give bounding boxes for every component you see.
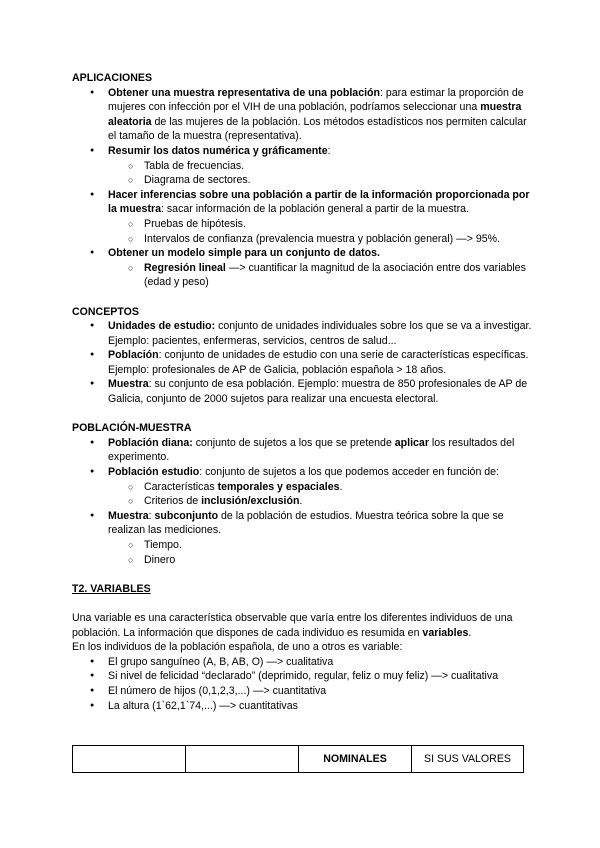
- sublist: [108, 159, 532, 188]
- bold-term: muestra aleatoria: [108, 101, 522, 128]
- sublist: [108, 538, 532, 567]
- bold-term: Obtener un modelo simple para un conjunto de datos.: [108, 247, 380, 260]
- list-item: [108, 348, 532, 377]
- bold-term: Muestra: [108, 378, 149, 391]
- text: de las mujeres de la población. Los métodos estadísticos nos permiten calcular el tamaño de la muestra (representativa).: [108, 115, 527, 143]
- conceptos-list: [72, 319, 532, 407]
- list-item: [108, 465, 532, 509]
- text: Criterios de: [144, 495, 202, 508]
- bold-term: temporales y espaciales: [217, 480, 340, 493]
- table-cell-nominales: NOMINALES: [299, 746, 412, 773]
- text: los resultados del experimento.: [108, 436, 515, 464]
- bold-term: Hacer inferencias sobre una población a partir de la información proporcionada por la muestra: [108, 188, 530, 216]
- list-item: [108, 144, 532, 188]
- list-item: [108, 436, 532, 465]
- bold-term: aplicar: [394, 436, 429, 449]
- bold-term: Población: [108, 349, 159, 362]
- text: : para estimar la proporción de mujeres con infección por el VIH de una población, podríamos seleccionar una: [108, 86, 524, 114]
- text: —> cuantificar la magnitud de la asociación entre dos variables (edad y peso): [144, 261, 526, 289]
- list-item: [108, 188, 532, 246]
- text: :: [327, 144, 331, 157]
- text: : su conjunto de esa población. Ejemplo: muestra de 850 profesionales de AP de Galicia, conjunto de 2000 sujetos para realizar una encuesta electoral.: [108, 378, 528, 406]
- bold-term: Población diana:: [108, 436, 193, 449]
- variables-table: [72, 745, 524, 773]
- bold-term: inclusión/exclusión: [201, 495, 300, 508]
- text: : conjunto de sujetos a los que podemos acceder en función de:: [199, 466, 500, 479]
- text: : sacar información de la población general a partir de la muestra.: [161, 203, 469, 216]
- sublist: [108, 480, 532, 509]
- paragraph-intro-2: En los individuos de la población española, de uno a otros es variable:: [72, 641, 403, 654]
- section-title-conceptos: CONCEPTOS: [72, 305, 139, 318]
- paragraph-intro: [72, 611, 532, 640]
- sublist-item: ○ Tiempo.: [144, 538, 532, 553]
- list-item: [108, 86, 532, 144]
- bold-term: Resumir los datos numérica y gráficamente: [108, 144, 328, 157]
- list-item: [108, 509, 532, 567]
- sublist-item: ○ Diagrama de sectores.: [144, 173, 532, 188]
- sublist-item: ○ Pruebas de hipótesis.: [144, 217, 532, 232]
- heading-t2-variables: T2. VARIABLES: [72, 582, 151, 595]
- list-item: [108, 377, 532, 406]
- list-item: ● La altura (1`62,1`74,...) —> cuantitativas: [108, 699, 532, 714]
- bold-term: Muestra: [108, 509, 149, 522]
- text: Una variable es una característica observable que varía entre los diferentes individuos de una población. La información que dispones de cada individuo es resumida en: [72, 611, 513, 639]
- text: conjunto de unidades individuales sobre los que se va a investigar. Ejemplo: pacientes, enfermeras, servicios, centros de salud...: [108, 320, 532, 347]
- sublist-item: ○ Dinero: [144, 553, 532, 568]
- text: :: [148, 509, 155, 522]
- table-cell: [186, 746, 299, 773]
- bold-term: variables: [422, 626, 469, 639]
- sublist-item: [144, 261, 532, 290]
- text: conjunto de sujetos a los que se pretende: [192, 436, 395, 449]
- sublist-item: ○ Intervalos de confianza (prevalencia muestra y población general) —> 95%.: [144, 232, 532, 247]
- section-title-poblacion: POBLACIÓN-MUESTRA: [72, 422, 192, 435]
- text: : conjunto de unidades de estudio con una serie de características específicas. Ejemplo: profesionales de AP de Galicia, población española > 18 años.: [108, 349, 529, 376]
- sublist-item: [144, 480, 532, 495]
- sublist-item: [144, 494, 532, 509]
- list-item: [108, 319, 532, 348]
- text: .: [339, 480, 343, 493]
- text: Características: [144, 480, 218, 493]
- text: .: [299, 495, 303, 508]
- table-cell-si-sus-valores: SI SUS VALORES: [412, 746, 524, 773]
- text: .: [468, 626, 472, 639]
- list-item: [108, 246, 532, 290]
- bold-term: subconjunto: [154, 509, 219, 522]
- poblacion-list: [72, 436, 532, 567]
- table-cell: [73, 746, 186, 773]
- table-row: [73, 746, 524, 773]
- sublist: [108, 217, 532, 246]
- aplicaciones-list: [72, 86, 532, 290]
- bold-term: Obtener una muestra representativa de una población: [108, 86, 380, 99]
- bold-term: Población estudio: [108, 466, 200, 479]
- list-item: ● Si nivel de felicidad “declarado” (deprimido, regular, feliz o muy feliz) —> cualitativa: [108, 669, 532, 684]
- document-page: [72, 71, 532, 713]
- bold-term: Unidades de estudio:: [108, 320, 216, 333]
- section-title-aplicaciones: APLICACIONES: [72, 72, 153, 84]
- list-item: ● El número de hijos (0,1,2,3,...) —> cuantitativa: [108, 684, 532, 699]
- sublist: [108, 261, 532, 290]
- text: de la población de estudios. Muestra teórica sobre la que se realizan las mediciones.: [108, 509, 504, 537]
- variables-list: [72, 655, 532, 713]
- sublist-item: ○ Tabla de frecuencias.: [144, 159, 532, 174]
- bold-term: Regresión lineal: [144, 261, 226, 274]
- list-item: ● El grupo sanguíneo (A, B, AB, O) —> cualitativa: [108, 655, 532, 670]
